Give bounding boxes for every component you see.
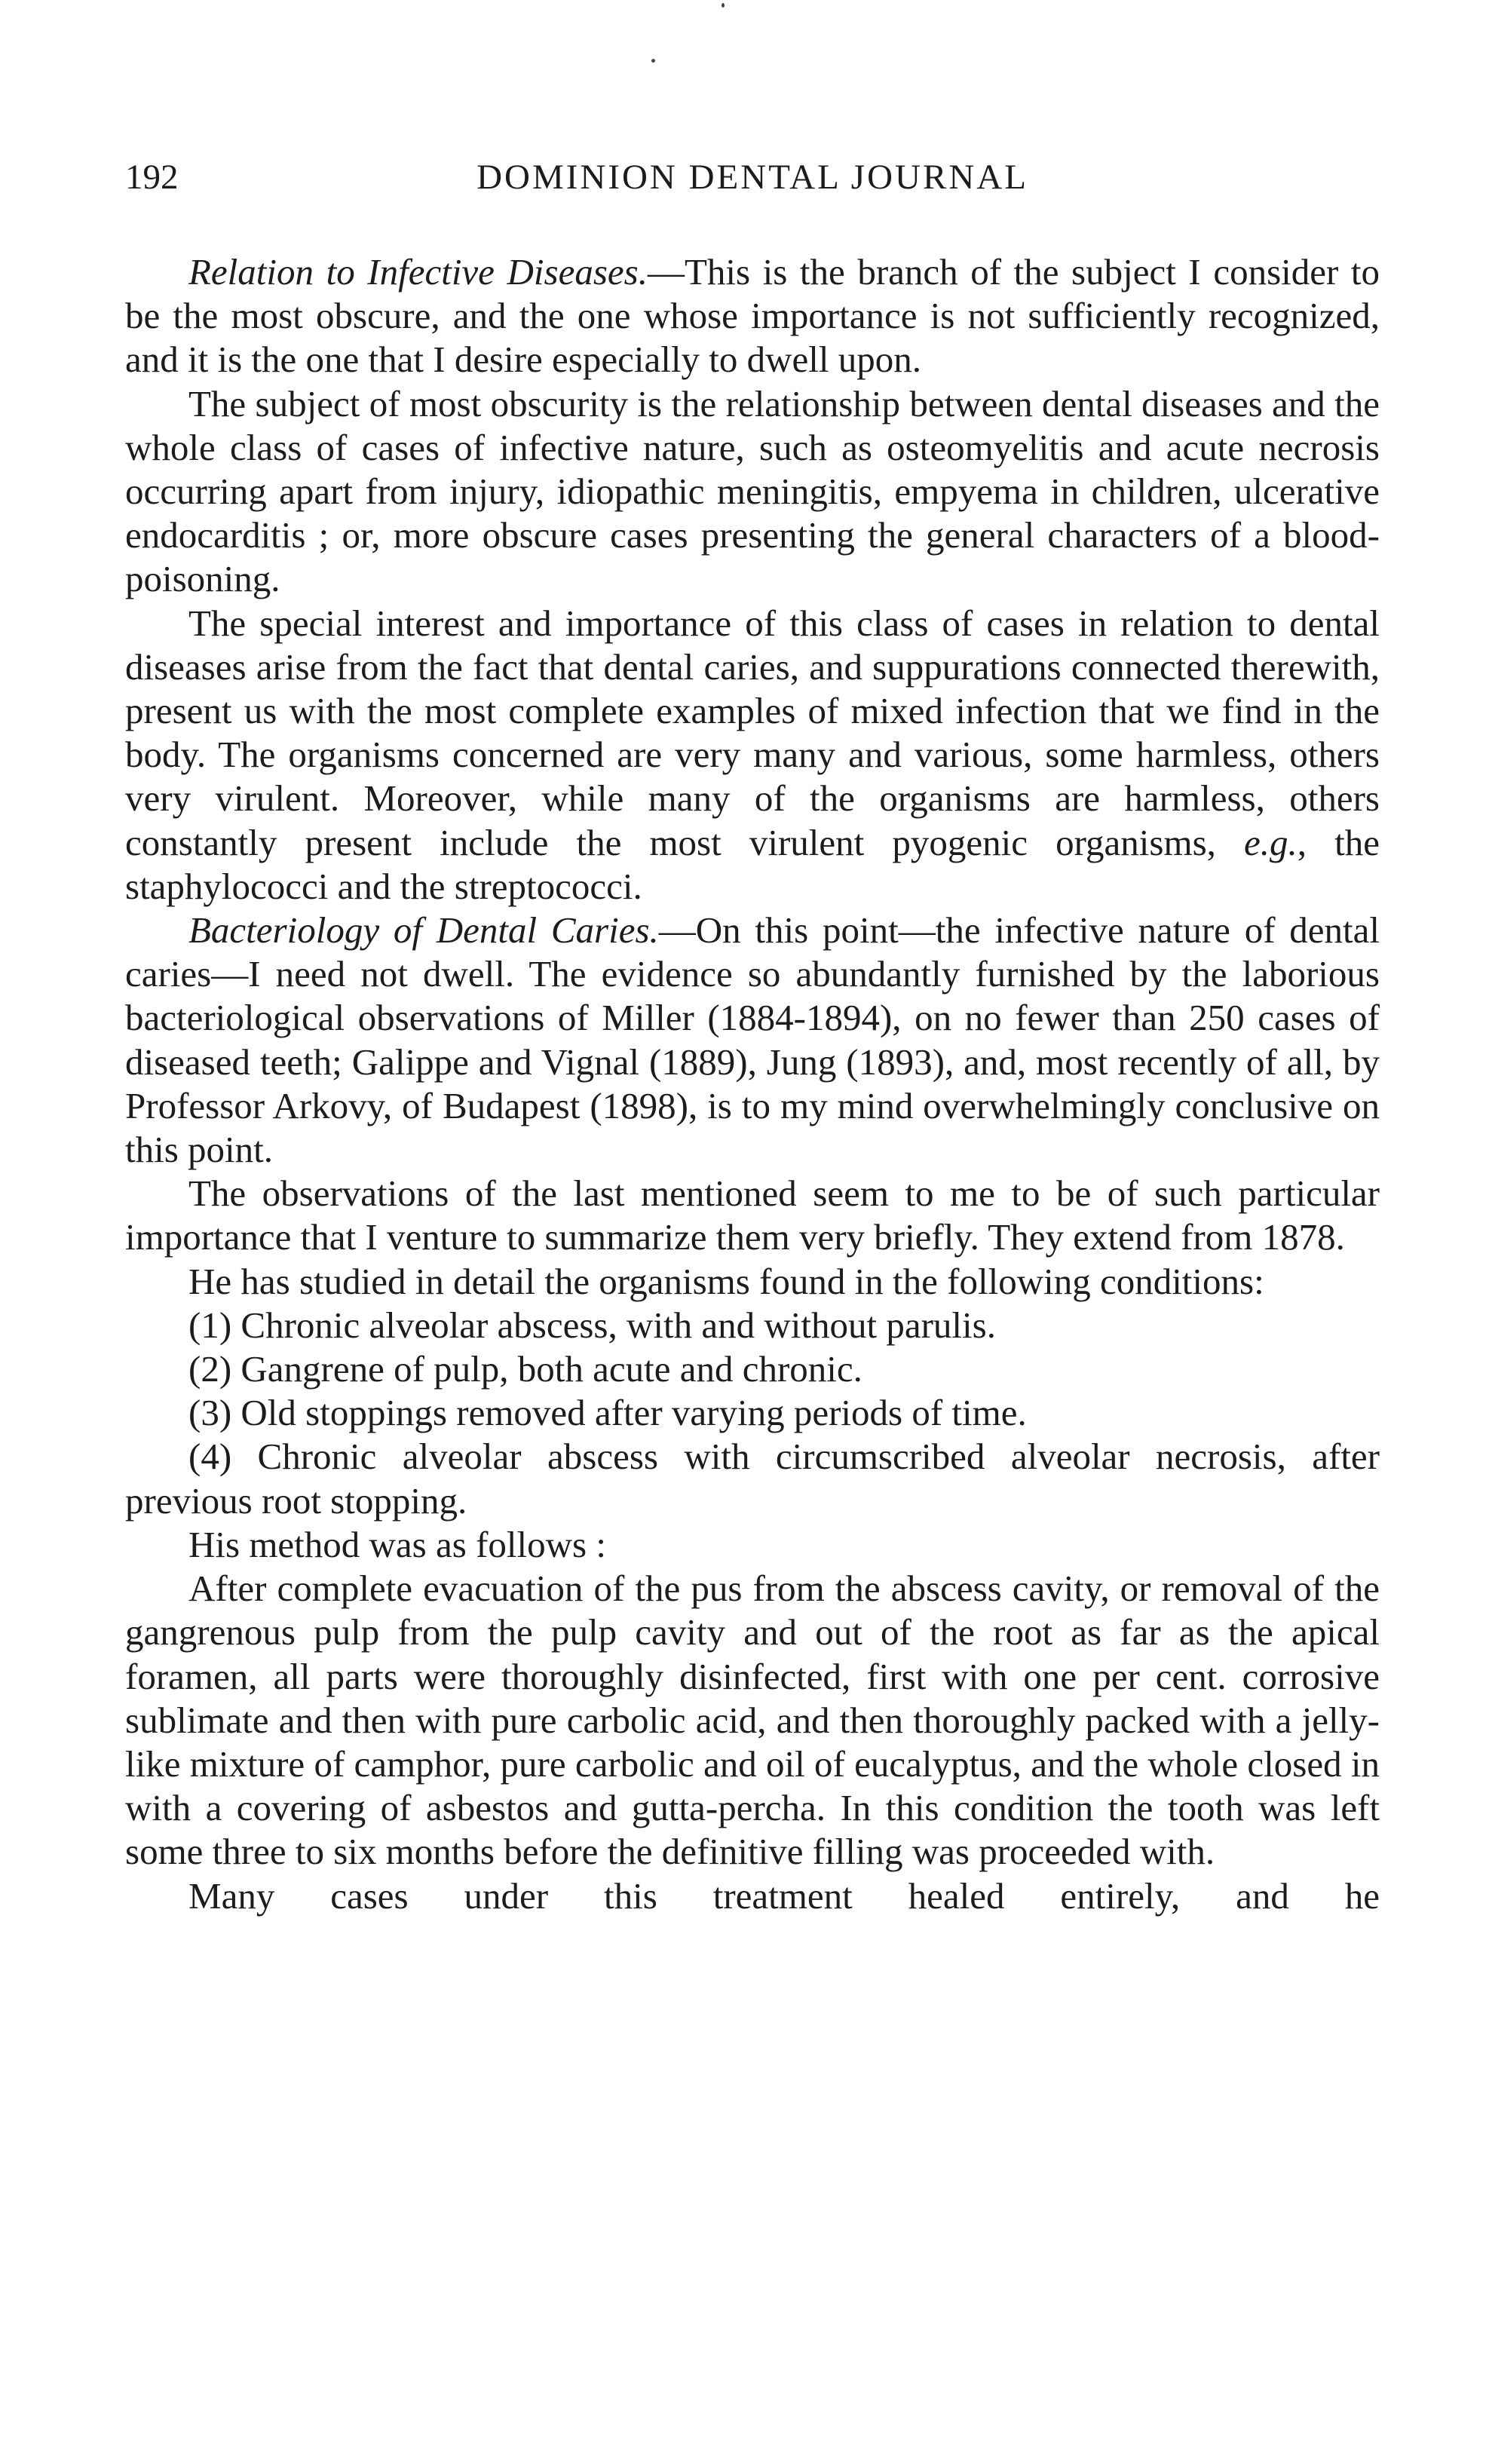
running-head — [125, 155, 1380, 200]
paragraph-method — [125, 1567, 1380, 1874]
paragraph-text: The special interest and importance of this class of cases in relation to dental diseases arise from the fact that dental caries, and suppurations connected therewith, present us with the most complete examples of mixed infection that we find in the body. The organisms concerned are very many and various, some harmless, others very virulent. Moreover, while many of the organisms are harmless, others constantly present include the most virulent pyogenic organisms, — [125, 602, 1380, 863]
paragraph-text: The observations of the last mentioned seem to me to be of such particular importance that I venture to summarize them very briefly. They extend from 1878. — [125, 1172, 1380, 1258]
journal-title: DOMINION DENTAL JOURNAL — [476, 158, 1028, 197]
paragraph-observations — [125, 1172, 1380, 1259]
section-heading: Relation to Infective Diseases. — [188, 251, 648, 293]
print-speck — [722, 3, 725, 8]
paragraph-closing — [125, 1874, 1380, 1918]
paragraph-text: After complete evacuation of the pus from the abscess cavity, or removal of the gangrenous pulp from the pulp cavity and out of the root as far as the apical foramen, all parts were thoroughly disinfected, first with one per cent. corrosive sublimate and then with pure carbolic acid, and then thoroughly packed with a jelly-like mixture of camphor, pure carbolic and oil of eucalyptus, and the whole closed in with a covering of asbestos and gutta-percha. In this condition the tooth was left some three to six months before the definitive filling was proceeded with. — [125, 1568, 1380, 1873]
paragraph-bacteriology — [125, 909, 1380, 1172]
paragraph-text: The subject of most obscurity is the relationship between dental diseases and the whole class of cases of infective nature, such as osteomyelitis and acute necrosis occurring apart from injury, idiopathic meningitis, empyema in children, ulcerative endocarditis ; or, more obscure cases presenting the general characters of a blood-poisoning. — [125, 382, 1380, 600]
condition-item: (1) Chronic alveolar abscess, with and without parulis. — [188, 1304, 996, 1346]
article-body — [125, 250, 1380, 1918]
paragraph-text: Many cases under this treatment healed entirely, and he — [188, 1874, 1380, 1917]
condition-item: (2) Gangrene of pulp, both acute and chronic. — [188, 1348, 862, 1390]
condition-item: (3) Old stoppings removed after varying periods of time. — [188, 1392, 1027, 1434]
paragraph-text: , the staphylococci and the streptococci. — [125, 821, 1380, 907]
paragraph-conditions-intro — [125, 1260, 1380, 1304]
section-heading: Bacteriology of Dental Caries. — [188, 909, 659, 952]
paragraph-text: —This is the branch of the subject I consider to be the most obscure, and the one whose importance is not sufficiently recognized, and it is the one that I desire especially to dwell upon. — [125, 251, 1380, 381]
condition-item: (4) Chronic alveolar abscess with circumscribed alveolar necrosis, after previous root stopping. — [125, 1436, 1380, 1522]
paragraph-text: —On this point—the infective nature of dental caries—I need not dwell. The evidence so abundantly furnished by the laborious bacteriological observations of Miller (1884-1894), on no fewer than 250 cases of diseased teeth; Galippe and Vignal (1889), Jung (1893), and, most recently of all, by Professor Arkovy, of Budapest (1898), is to my mind overwhelmingly conclusive on this point. — [125, 909, 1380, 1171]
paragraph-infective-diseases — [125, 250, 1380, 382]
paragraph-method-intro — [125, 1523, 1380, 1567]
paragraph-text: He has studied in detail the organisms found in the following conditions: — [188, 1260, 1264, 1302]
paragraph-obscurity — [125, 382, 1380, 602]
page-number: 192 — [125, 158, 179, 197]
journal-page — [125, 0, 1380, 2464]
print-speck — [651, 59, 655, 63]
emphasis-text: e.g. — [1244, 821, 1298, 863]
paragraph-special-interest — [125, 602, 1380, 909]
paragraph-text: His method was as follows : — [188, 1523, 606, 1565]
